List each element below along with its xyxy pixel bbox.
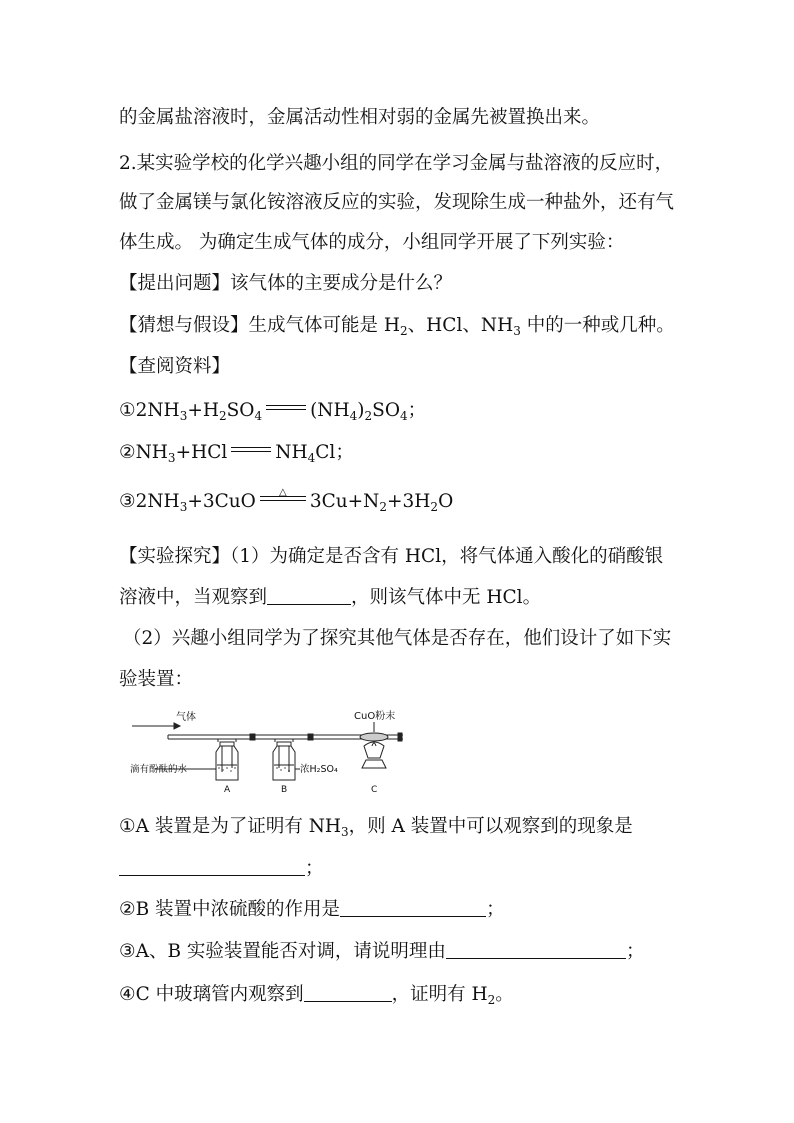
answer-blank-1[interactable]	[267, 586, 351, 605]
hypothesis: 【猜想与假设】生成气体可能是 $H_2$、HCl、$NH_3$ 中的一种或几种。	[119, 315, 675, 338]
answer-blank-4[interactable]	[446, 940, 626, 959]
equation-2: $②NH_3+HCl$ $NH_4Cl$；	[119, 442, 354, 465]
sulfuric-acid-label: 浓H₂SO₄	[300, 764, 338, 775]
q1-text-a: ①A 装置是为了证明有 NH	[119, 816, 342, 837]
experiment-explore-2: （2）兴趣小组同学为了探究其他气体是否存在，他们设计了如下实	[123, 628, 672, 649]
equation-1-number: ①	[119, 400, 136, 421]
answer-blank-3[interactable]	[340, 898, 486, 917]
text-line-3: 做了金属镁与氯化铵溶液反应的实验，发现除生成一种盐外，还有气	[119, 192, 675, 213]
gas-label: 气体	[176, 712, 196, 723]
question-2-intro: 2.某实验学校的化学兴趣小组的同学在学习金属与盐溶液的反应时，	[119, 153, 674, 174]
question-3	[119, 940, 644, 964]
hypothesis-text: 【猜想与假设】生成气体可能是	[119, 315, 379, 336]
question-4: ④C 中玻璃管内观察到 ，证明有 $H_2$。	[119, 984, 514, 1007]
equation-3: $③2NH_3+3CuO$ △ $3Cu+N_2+3H_2O$	[119, 490, 453, 514]
question-1-answer	[119, 857, 324, 881]
label-c: C	[371, 785, 378, 795]
question-2	[119, 898, 505, 922]
label-a: A	[224, 785, 231, 795]
explore-text-b: ，则该气体中无 HCl。	[351, 587, 542, 608]
experiment-explore-1b	[119, 586, 541, 610]
equation-2-number: ②	[119, 442, 136, 463]
question-1: ①A 装置是为了证明有 $NH_3$，则 A 装置中可以观察到的现象是	[119, 816, 633, 839]
q3-text: ③A、B 实验装置能否对调，请说明理由	[119, 941, 446, 962]
q1-text-b: ，则 A 装置中可以观察到的现象是	[348, 816, 633, 837]
equation-1: $①2NH_3+H_2SO_4$ $(NH_4)_2SO_4$；	[119, 400, 427, 423]
hypothesis-tail: 中的一种或几种。	[526, 315, 675, 336]
q3-end: ；	[625, 941, 645, 962]
text-line-1: 的金属盐溶液时，金属活动性相对弱的金属先被置换出来。	[119, 107, 601, 128]
consult-materials-heading: 【查阅资料】	[119, 356, 231, 377]
text-line-4: 体生成。 为确定生成气体的成分，小组同学开展了下列实验：	[119, 232, 625, 253]
apparatus-diagram	[128, 708, 418, 796]
q4-text-a: ④C 中玻璃管内观察到	[119, 984, 304, 1005]
answer-blank-5[interactable]	[304, 983, 392, 1002]
cuo-label: CuO粉末	[354, 711, 396, 722]
q4-end: 。	[495, 984, 514, 1005]
experiment-explore-2b: 验装置：	[119, 669, 194, 690]
experiment-explore-1: 【实验探究】（1）为确定是否含有 HCl，将气体通入酸化的硝酸银	[119, 546, 664, 567]
raise-question: 【提出问题】该气体的主要成分是什么？	[119, 273, 453, 294]
label-b: B	[281, 785, 288, 795]
q2-end: ；	[486, 899, 505, 920]
answer-blank-2[interactable]	[119, 857, 305, 876]
q2-text: ②B 装置中浓硫酸的作用是	[119, 899, 341, 920]
q1-end: ；	[305, 858, 324, 879]
equation-3-number: ③	[119, 491, 136, 512]
explore-text-a: 溶液中，当观察到	[119, 587, 268, 608]
q4-text-b: ，证明有 H	[391, 984, 488, 1005]
phenolphthalein-water-label: 滴有酚酞的水	[130, 764, 188, 775]
heat-symbol: △	[278, 487, 287, 498]
